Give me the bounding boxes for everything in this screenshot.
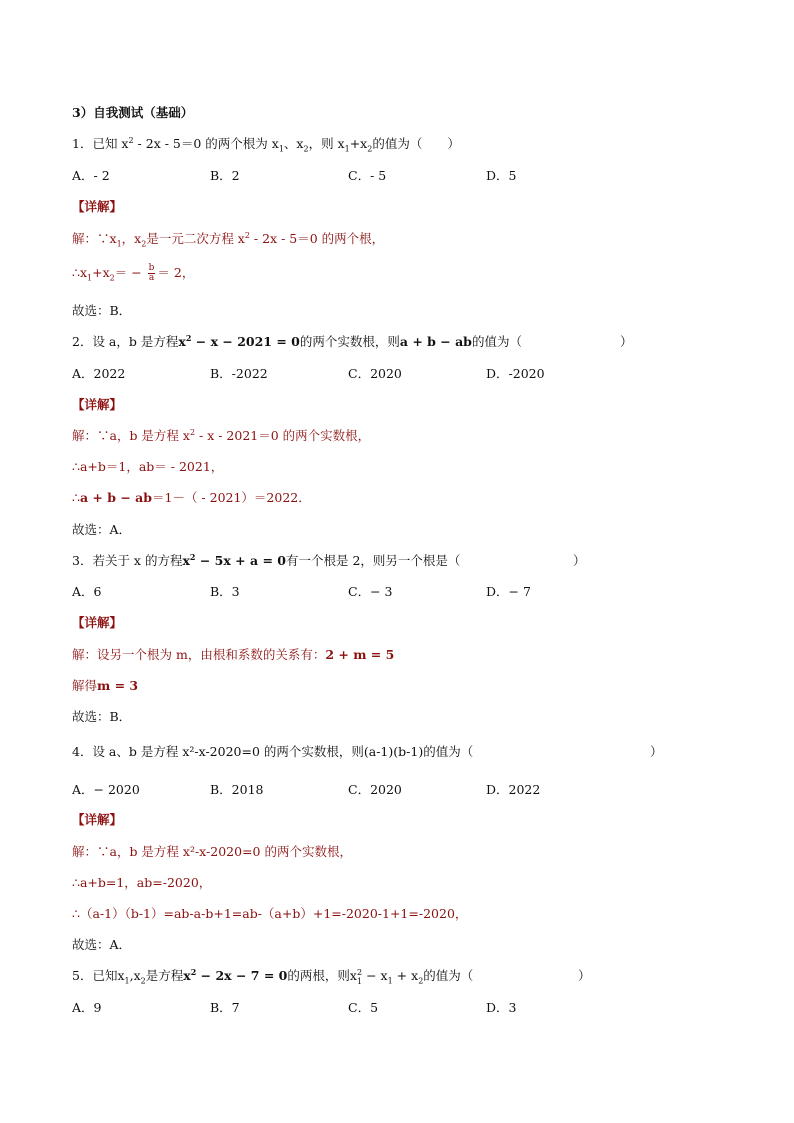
q4-option-c: C．2020 (348, 782, 402, 797)
q2-solution-line-3: ∴a + b − ab＝1－（ - 2021）＝2022． (72, 490, 311, 505)
q4-option-a: A．− 2020 (72, 782, 140, 797)
q5-option-d: D．3 (486, 1000, 517, 1015)
q4-option-d: D．2022 (486, 782, 541, 797)
question-2-stem: 2．设 a，b 是方程$x^2 - x - 2021 = 0$的两个实数根，则a + b − ab的值为（ (72, 332, 522, 349)
q3-close-bracket: ） (573, 553, 586, 568)
section-title: 3）自我测试（基础） (72, 105, 194, 120)
q2-close-bracket: ） (620, 334, 633, 349)
q2-choice: 故选：A． (72, 522, 132, 537)
q2-solution-line-1: 解：∵a，b 是方程 $x^2 - x - 2021=0$ 的两个实数根， (72, 427, 371, 443)
q4-detail-label: 【详解】 (72, 812, 123, 827)
q1-option-c: C．- 5 (348, 168, 387, 183)
q1-solution-line-2: $\therefore x_1+x_2=$ − $\frac{b}{a}$ ＝ 2， (72, 263, 195, 283)
q3-option-c: C．− 3 (348, 584, 393, 599)
q2-solution-line-2: ∴a+b＝1，ab＝ - 2021， (72, 459, 224, 474)
q2-option-c: C．2020 (348, 366, 402, 381)
q1-option-b: B．2 (210, 168, 240, 183)
q2-option-d: D．-2020 (486, 366, 545, 381)
question-4-stem: 4．设 a、b 是方程 x²-x-2020=0 的两个实数根，则(a-1)(b-1)的值为（ (72, 744, 474, 759)
q5-option-c: C．5 (348, 1000, 379, 1015)
q4-close-bracket: ） (650, 744, 663, 759)
question-1-stem: 1．已知 $x^2 - 2x - 5=0$ 的两个根为 $x_1$、$x_2$，则 $x_1+x_2$的值为（ ） (72, 135, 460, 154)
q3-solution-line-2: 解得m = 3 (72, 678, 139, 693)
q4-solution-line-2: ∴a+b=1，ab=-2020， (72, 875, 212, 890)
q4-option-b: B．2018 (210, 782, 264, 797)
question-3-stem: 3．若关于 x 的方程$x^2 - 5x + a = 0$有一个根是 2，则另一个根是（ (72, 551, 461, 568)
q4-choice: 故选：A． (72, 937, 132, 952)
q3-option-a: A．6 (72, 584, 102, 599)
question-5-stem: 5．已知$x_1,x_2$是方程$x^2 - 2x - 7 = 0$的两根，则$x^2_1 - x_1 + x_2$的值为（ (72, 966, 474, 986)
q1-detail-label: 【详解】 (72, 199, 123, 214)
q1-option-d: D．5 (486, 168, 517, 183)
q4-solution-line-1: 解：∵a，b 是方程 x²-x-2020=0 的两个实数根， (72, 844, 352, 859)
q3-detail-label: 【详解】 (72, 615, 123, 630)
q1-choice: 故选：B． (72, 303, 132, 318)
q2-option-a: A．2022 (72, 366, 126, 381)
q2-option-b: B．-2022 (210, 366, 268, 381)
q3-option-b: B．3 (210, 584, 240, 599)
q3-option-d: D．− 7 (486, 584, 531, 599)
q2-detail-label: 【详解】 (72, 397, 123, 412)
q5-option-a: A．9 (72, 1000, 102, 1015)
q5-option-b: B．7 (210, 1000, 240, 1015)
q3-choice: 故选：B． (72, 709, 132, 724)
fraction-b-over-a: $\frac{b}{a}$ (148, 263, 155, 283)
q5-close-bracket: ） (578, 968, 591, 983)
q3-solution-line-1: 解：设另一个根为 m，由根和系数的关系有：2 + m = 5 (72, 647, 395, 662)
q1-solution-line-1: 解：$\because x_1$，$x_2$是一元二次方程 $x^2 - 2x - 5=0$ 的两个根， (72, 230, 385, 249)
q4-solution-line-3: ∴（a-1）（b-1）=ab-a-b+1=ab-（a+b）+1=-2020-1+1=-2020， (72, 906, 468, 921)
q1-option-a: A．- 2 (72, 168, 110, 183)
